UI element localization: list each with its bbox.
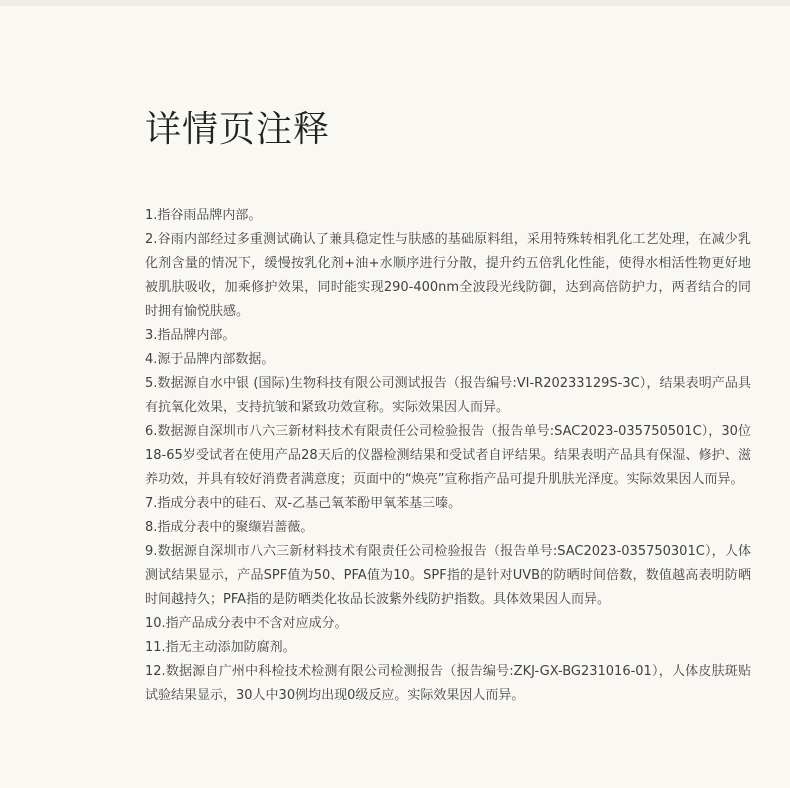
note-item-1: 1.指谷雨品牌内部。 — [145, 208, 262, 223]
top-divider-bar — [0, 0, 790, 6]
note-item-9: 9.数据源自深圳市八六三新材料技术有限责任公司检验报告（报告单号:SAC2023-035750301C），人体测试结果显示，产品SPF值为50、PFA值为10。SPF指的是针对UVB的防晒时间倍数，数值越高表明防晒时间越持久；PFA指的是防晒类化妆品长波紫外线防护指数。具体效果因人而异。 — [145, 544, 751, 607]
note-item-6: 6.数据源自深圳市八六三新材料技术有限责任公司检验报告（报告单号:SAC2023-035750501C），30位18-65岁受试者在使用产品28天后的仪器检测结果和受试者自评结果。结果表明产品具有保湿、修护、滋养功效，并具有较好消费者满意度；页面中的“焕亮”宣称指产品可提升肌肤光泽度。实际效果因人而异。 — [145, 424, 751, 487]
note-item-10: 10.指产品成分表中不含对应成分。 — [145, 616, 348, 631]
note-item-4: 4.源于品牌内部数据。 — [145, 352, 275, 367]
page-title: 详情页注释 — [145, 109, 331, 150]
note-item-8: 8.指成分表中的聚缬岩蔷薇。 — [145, 520, 314, 535]
note-item-12: 12.数据源自广州中科检技术检测有限公司检测报告（报告编号:ZKJ-GX-BG231016-01），人体皮肤斑贴试验结果显示，30人中30例均出现0级反应。实际效果因人而异。 — [145, 664, 751, 703]
note-item-5: 5.数据源自水中银 (国际)生物科技有限公司测试报告（报告编号:VI-R20233129S-3C），结果表明产品具有抗氧化效果，支持抗皱和紧致功效宣称。实际效果因人而异。 — [145, 376, 751, 415]
note-item-2: 2.谷雨内部经过多重测试确认了兼具稳定性与肤感的基础原料组，采用特殊转相乳化工艺处理，在减少乳化剂含量的情况下，缓慢按乳化剂+油+水顺序进行分散，提升约五倍乳化性能，使得水相活性物更好地被肌肤吸收，加乘修护效果，同时能实现290-400nm全波段光线防御，达到高倍防护力，两者结合的同时拥有愉悦肤感。 — [145, 232, 751, 319]
note-item-3: 3.指品牌内部。 — [145, 328, 236, 343]
annotation-page — [145, 106, 751, 708]
note-item-11: 11.指无主动添加防腐剂。 — [145, 640, 296, 655]
note-item-7: 7.指成分表中的硅石、双-乙基己氧苯酚甲氧苯基三嗪。 — [145, 496, 462, 511]
notes-list — [145, 204, 751, 708]
